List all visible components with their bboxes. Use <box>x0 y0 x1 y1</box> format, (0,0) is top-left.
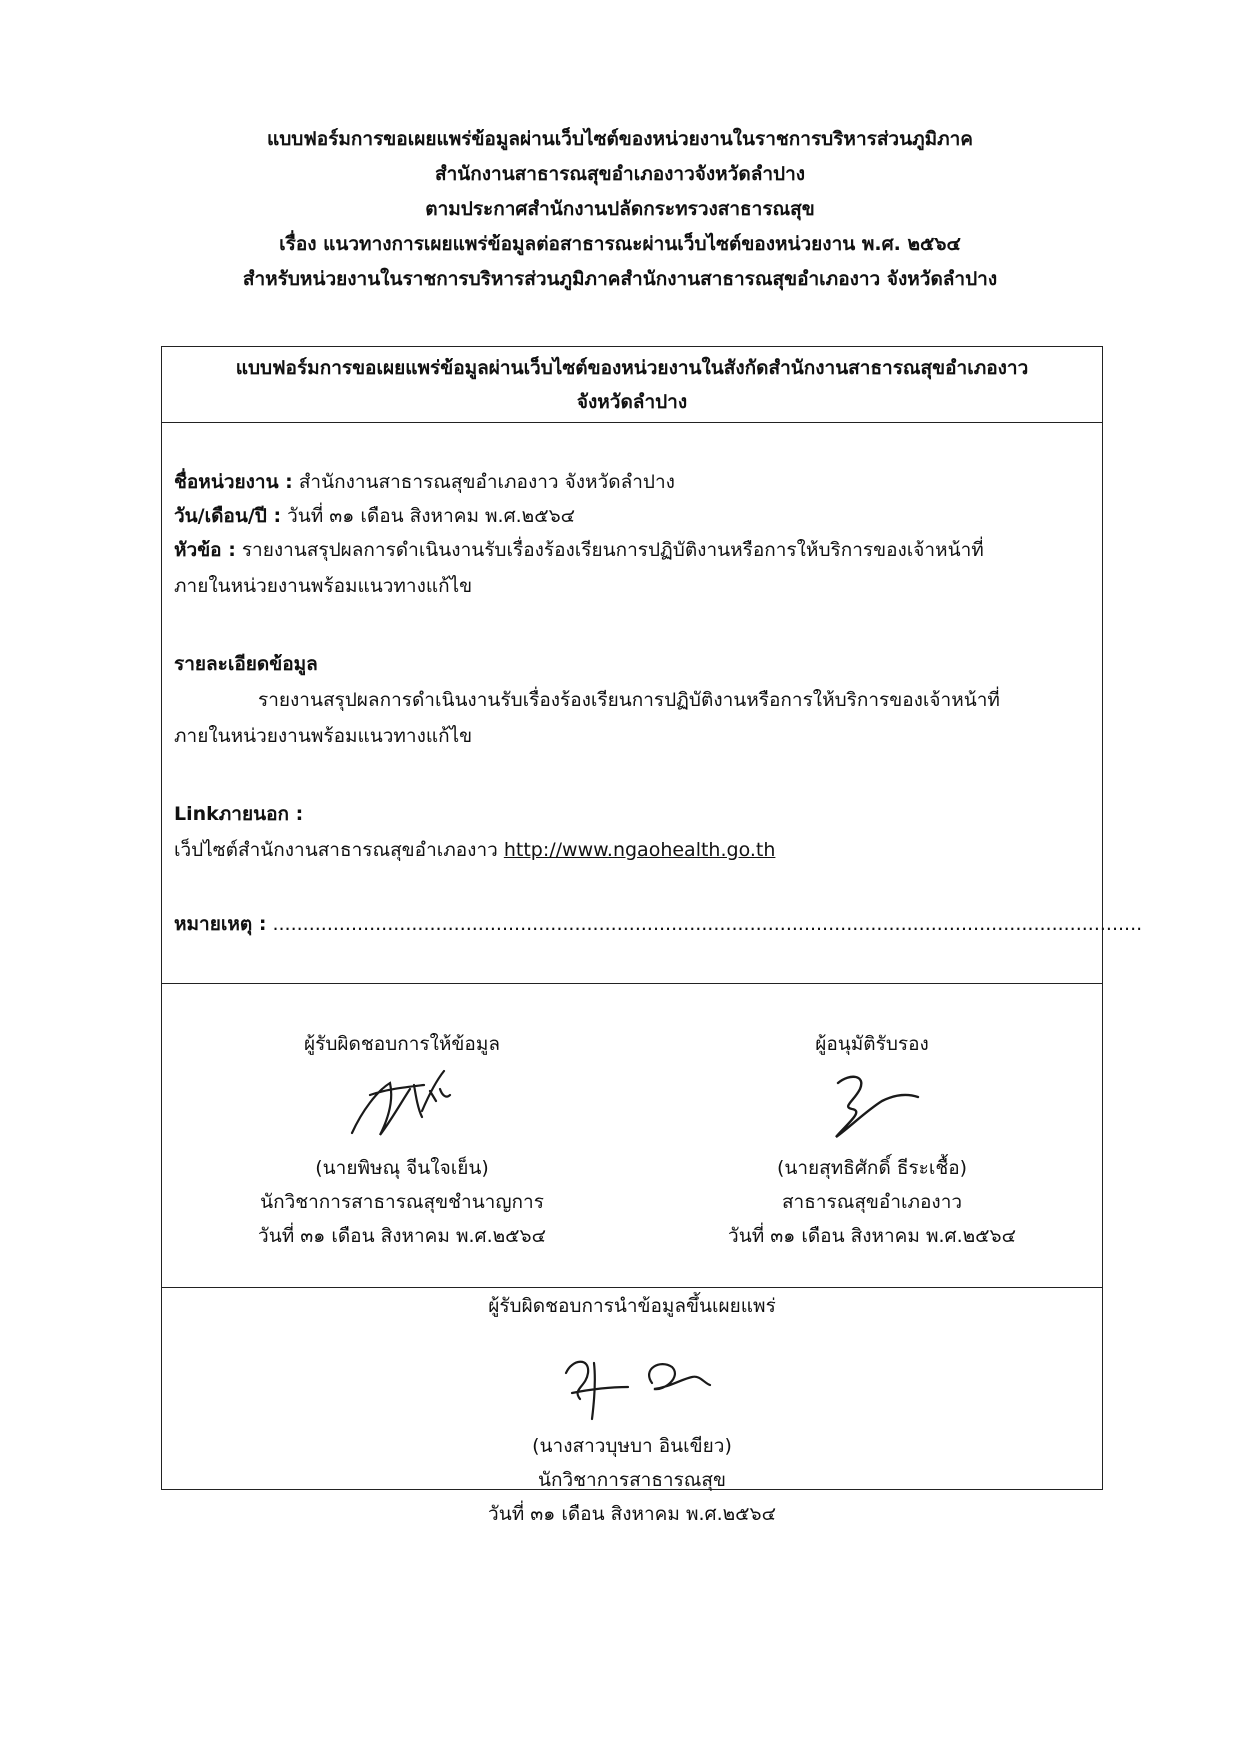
note-row <box>174 907 1142 941</box>
unit-label: ชื่อหน่วยงาน : <box>174 471 293 493</box>
date-row <box>174 499 575 533</box>
link-label: Linkภายนอก : <box>174 803 304 825</box>
form-title <box>162 347 1102 422</box>
signature-date-right: วันที่ ๓๑ เดือน สิงหาคม พ.ศ.๒๕๖๔ <box>728 1225 1016 1247</box>
signature-role-bottom: ผู้รับผิดชอบการนำข้อมูลขึ้นเผยแพร่ <box>488 1295 776 1317</box>
website-link[interactable]: http://www.ngaohealth.go.th <box>503 839 776 861</box>
detail-label: รายละเอียดข้อมูล <box>174 653 318 675</box>
signature-mark-left <box>332 1061 472 1151</box>
form-box <box>161 346 1143 1525</box>
header-line-5: สำหรับหน่วยงานในราชการบริหารส่วนภูมิภาคสำนักงานสาธารณสุขอำเภองาว จังหวัดลำปาง <box>242 268 998 290</box>
form-title-line-2: จังหวัดลำปาง <box>576 391 688 413</box>
signature-role-right: ผู้อนุมัติรับรอง <box>815 1033 929 1055</box>
signature-mark-bottom <box>532 1333 732 1429</box>
signature-name-right: (นายสุทธิศักดิ์ ธีระเชื้อ) <box>776 1157 968 1179</box>
header-line-4: เรื่อง แนวทางการเผยแพร่ข้อมูลต่อสาธารณะผ่านเว็บไซต์ของหน่วยงาน พ.ศ. ๒๕๖๔ <box>279 233 961 255</box>
signature-position-left: นักวิชาการสาธารณสุขชำนาญการ <box>260 1191 544 1213</box>
header-line-3: ตามประกาศสำนักงานปลัดกระทรวงสาธารณสุข <box>425 198 815 220</box>
signature-block-bottom <box>162 1289 1102 1531</box>
date-label: วัน/เดือน/ปี : <box>174 505 282 527</box>
divider-title <box>162 422 1102 423</box>
signature-block-left <box>162 1027 642 1253</box>
form-title-line-1: แบบฟอร์มการขอเผยแพร่ข้อมูลผ่านเว็บไซต์ของหน่วยงานในสังกัดสำนักงานสาธารณสุขอำเภองาว <box>235 357 1029 379</box>
detail-line-2: ภายในหน่วยงานพร้อมแนวทางแก้ไข <box>174 725 473 747</box>
document-header <box>0 122 1240 297</box>
unit-row <box>174 465 675 499</box>
detail-line-1: รายงานสรุปผลการดำเนินงานรับเรื่องร้องเรียนการปฏิบัติงานหรือการให้บริการของเจ้าหน้าที่ <box>258 689 1000 711</box>
subject-row <box>174 533 984 567</box>
subject-value: รายงานสรุปผลการดำเนินงานรับเรื่องร้องเรียนการปฏิบัติงานหรือการให้บริการของเจ้าหน้าที่ <box>235 539 984 561</box>
signature-date-left: วันที่ ๓๑ เดือน สิงหาคม พ.ศ.๒๕๖๔ <box>258 1225 546 1247</box>
signature-date-bottom: วันที่ ๓๑ เดือน สิงหาคม พ.ศ.๒๕๖๔ <box>488 1503 776 1525</box>
note-label: หมายเหตุ : <box>174 913 267 935</box>
signature-mark-right <box>802 1061 942 1151</box>
header-line-1: แบบฟอร์มการขอเผยแพร่ข้อมูลผ่านเว็บไซต์ของหน่วยงานในราชการบริหารส่วนภูมิภาค <box>266 128 974 150</box>
divider-bottom-section <box>162 1287 1102 1288</box>
unit-value: สำนักงานสาธารณสุขอำเภองาว จังหวัดลำปาง <box>292 471 675 493</box>
divider-signatures <box>162 983 1102 984</box>
subject-value-line-2: ภายในหน่วยงานพร้อมแนวทางแก้ไข <box>174 575 473 597</box>
header-line-2: สำนักงานสาธารณสุขอำเภองาวจังหวัดลำปาง <box>434 163 806 185</box>
signature-role-left: ผู้รับผิดชอบการให้ข้อมูล <box>304 1033 500 1055</box>
date-value: วันที่ ๓๑ เดือน สิงหาคม พ.ศ.๒๕๖๔ <box>281 505 576 527</box>
link-row <box>174 833 775 867</box>
signature-name-bottom: (นางสาวบุษบา อินเขียว) <box>532 1435 732 1457</box>
note-value: ................................................................................................................................................ <box>266 913 1143 935</box>
subject-label: หัวข้อ : <box>174 539 236 561</box>
signature-name-left: (นายพิษณุ จีนใจเย็น) <box>315 1157 489 1179</box>
link-text: เว็ปไซต์สำนักงานสาธารณสุขอำเภองาว <box>174 839 504 861</box>
signature-block-right <box>642 1027 1102 1253</box>
signature-position-right: สาธารณสุขอำเภองาว <box>781 1191 963 1213</box>
signature-position-bottom: นักวิชาการสาธารณสุข <box>537 1469 727 1491</box>
